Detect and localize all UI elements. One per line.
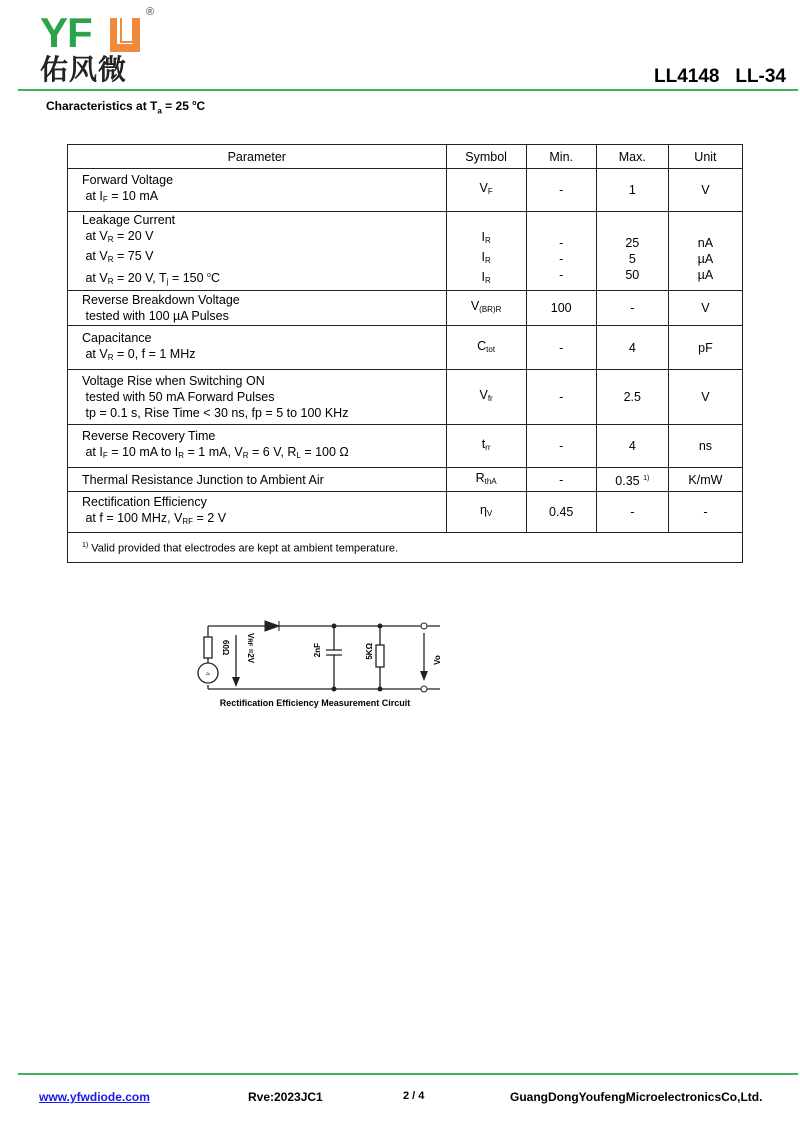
text-segment: C <box>477 338 487 353</box>
table-row <box>68 212 743 291</box>
text-segment: R <box>484 276 491 286</box>
source-resistor-label: 60Ω <box>221 640 230 656</box>
parameter-line <box>82 373 446 389</box>
text-segment: at V <box>82 271 108 286</box>
registered-mark: ® <box>146 6 155 18</box>
text-segment: = 20 V, T <box>113 271 167 286</box>
text-segment: = 100 Ω <box>300 445 349 460</box>
unit-cell <box>668 468 742 492</box>
text-segment: = 2 V <box>193 511 227 526</box>
column-header-symbol: Symbol <box>446 145 526 169</box>
logo-text: YF <box>40 9 92 56</box>
text-segment: 1 <box>628 183 636 197</box>
symbol-cell <box>446 169 526 212</box>
text-segment: Rectification Efficiency <box>82 495 207 510</box>
text-segment: V <box>701 183 710 197</box>
max-cell <box>596 291 668 326</box>
symbol-cell <box>446 212 526 291</box>
text-segment: V <box>470 299 480 314</box>
text-segment: - <box>559 340 564 355</box>
text-segment: at f = 100 MHz, V <box>82 511 183 526</box>
text-segment: t <box>481 437 486 452</box>
text-segment: Valid provided that electrodes are kept at ambient temperature. <box>88 542 399 555</box>
unit-cell <box>668 291 742 326</box>
parameter-line <box>82 494 446 510</box>
min-cell <box>526 291 596 326</box>
text-segment: R <box>107 255 114 264</box>
text-segment: pF <box>698 340 713 355</box>
text-segment: R <box>178 451 185 461</box>
text-segment: tot <box>486 344 496 354</box>
text-segment: - <box>703 505 708 520</box>
diode <box>265 621 279 631</box>
min-cell <box>526 326 596 370</box>
load-resistor <box>376 645 384 667</box>
min-cell <box>526 468 596 492</box>
text-segment: F <box>487 187 493 196</box>
min-cell <box>526 370 596 425</box>
symbol-cell <box>446 326 526 370</box>
text-segment: = 10 mA to I <box>107 445 179 460</box>
parameter-line <box>82 268 446 290</box>
parameter-line <box>82 308 446 324</box>
max-cell <box>596 169 668 212</box>
footnote <box>68 533 743 563</box>
text-segment: - <box>559 472 564 487</box>
parameter-line <box>82 428 446 444</box>
parameter-cell <box>68 425 447 468</box>
parameter-line <box>82 292 446 308</box>
table-row <box>68 492 743 533</box>
text-segment: - <box>559 183 564 197</box>
text-segment: η <box>479 503 487 518</box>
text-segment: at V <box>82 249 108 263</box>
text-segment: tp = 0.1 s, Rise Time < 30 ns, fp = 5 to 100 KHz <box>82 406 349 421</box>
unit-cell <box>668 370 742 425</box>
text-segment: Forward Voltage <box>82 173 174 187</box>
text-segment: 0.35 <box>615 473 644 488</box>
text-segment: (BR)R <box>479 305 502 315</box>
website-link[interactable]: www.yfwdiode.com <box>39 1090 150 1104</box>
text-segment: R <box>475 470 485 485</box>
parameter-line <box>82 172 446 188</box>
text-segment: I <box>481 250 485 265</box>
symbol-cell <box>446 492 526 533</box>
parameter-cell <box>68 492 447 533</box>
text-segment: V <box>479 181 488 195</box>
text-segment: j <box>166 277 169 287</box>
value-line: - <box>559 236 564 251</box>
vo-label: Vo <box>433 655 442 665</box>
value-line <box>597 219 668 235</box>
text-segment: R <box>107 277 114 287</box>
text-segment: at I <box>82 445 103 460</box>
parameter-line <box>82 389 446 405</box>
capacitor-label: 2nF <box>313 643 322 658</box>
text-segment: - <box>559 390 564 405</box>
text-segment: V <box>701 390 710 405</box>
min-cell <box>526 492 596 533</box>
text-segment: = 6 V, R <box>248 445 297 460</box>
text-segment: o <box>207 272 211 279</box>
text-segment: rr <box>485 443 491 453</box>
table-row <box>68 291 743 326</box>
symbol-cell <box>446 370 526 425</box>
text-segment: = 75 V <box>113 249 154 263</box>
value-line: 25 <box>625 236 640 251</box>
text-segment: tested with 50 mA Forward Pulses <box>82 390 275 405</box>
text-segment: 1) <box>643 474 650 482</box>
text-segment: R <box>484 236 491 246</box>
table-row <box>68 425 743 468</box>
symbol-cell <box>446 468 526 492</box>
value-line: µA <box>697 252 714 267</box>
company-logo <box>40 6 160 86</box>
max-cell <box>596 468 668 492</box>
text-segment: C <box>210 271 220 286</box>
text-segment: F <box>102 195 108 204</box>
value-line: µA <box>697 268 714 283</box>
max-cell <box>596 212 668 291</box>
max-cell <box>596 326 668 370</box>
table-header-row <box>68 145 743 169</box>
parameter-line <box>82 405 446 421</box>
parameter-line <box>82 330 446 346</box>
text-segment: Leakage Current <box>82 213 176 227</box>
text-segment: R <box>107 235 114 244</box>
text-segment: V <box>701 301 710 316</box>
text-segment: 1) <box>82 542 89 550</box>
value-line: nA <box>697 236 714 251</box>
logo-chinese: 佑风微 <box>40 54 128 85</box>
svg-text:≈: ≈ <box>206 671 210 678</box>
unit-cell <box>668 169 742 212</box>
text-segment: 4 <box>628 439 636 454</box>
text-segment: 4 <box>628 340 636 355</box>
text-segment: fr <box>487 394 493 404</box>
table-row <box>68 169 743 212</box>
text-segment: = 20 V <box>113 229 154 243</box>
symbol-cell <box>446 425 526 468</box>
value-line: - <box>559 252 564 267</box>
text-segment: RF <box>182 517 194 527</box>
table-row <box>68 468 743 492</box>
characteristics-table <box>67 144 743 563</box>
table-row <box>68 370 743 425</box>
vrf-label: VRF =2V <box>246 633 255 664</box>
column-header-max: Max. <box>596 145 668 169</box>
parameter-cell <box>68 212 447 291</box>
text-segment: 0.45 <box>549 505 574 520</box>
min-cell <box>526 169 596 212</box>
parameter-line <box>82 510 446 530</box>
min-cell <box>526 425 596 468</box>
load-resistor-label: 5KΩ <box>365 643 374 660</box>
text-segment: ns <box>698 439 713 454</box>
text-segment: at V <box>82 346 108 361</box>
rectification-circuit-diagram <box>190 605 460 715</box>
footer-divider <box>18 1073 798 1075</box>
text-segment: K/mW <box>688 472 723 487</box>
value-line <box>669 219 742 235</box>
part-number: LL4148 LL-34 <box>654 66 786 87</box>
table-row <box>68 326 743 370</box>
column-header-unit: Unit <box>668 145 742 169</box>
column-header-parameter: Parameter <box>68 145 447 169</box>
parameter-line <box>82 228 446 248</box>
text-segment: R <box>242 451 249 461</box>
text-segment: = 1 mA, V <box>184 445 243 460</box>
text-segment: at V <box>82 229 108 243</box>
value-line: 50 <box>625 268 640 283</box>
text-segment: I <box>481 270 485 285</box>
text-segment: thA <box>484 476 497 486</box>
logo-u-mark <box>110 18 140 52</box>
capacitor <box>326 626 342 689</box>
header-divider <box>18 89 798 91</box>
parameter-line <box>82 472 446 488</box>
characteristics-title: Characteristics at $T_a = 25$ $^o$C <box>46 99 206 116</box>
text-segment: V <box>486 509 493 519</box>
text-segment: F <box>102 451 108 461</box>
source-resistor <box>204 637 212 658</box>
text-segment: R <box>484 256 491 266</box>
symbol-cell <box>446 291 526 326</box>
parameter-cell <box>68 326 447 370</box>
parameter-line <box>82 248 446 268</box>
parameter-line <box>82 346 446 366</box>
text-segment: = 0, f = 1 MHz <box>113 346 196 361</box>
revision: Rve:2023JC1 <box>248 1090 323 1104</box>
min-cell <box>526 212 596 291</box>
text-segment: Voltage Rise when Switching ON <box>82 374 265 389</box>
text-segment: 100 <box>550 301 572 316</box>
max-cell <box>596 370 668 425</box>
value-line: 5 <box>628 252 636 267</box>
parameter-line <box>82 188 446 208</box>
circuit-wires <box>208 626 440 689</box>
max-cell <box>596 425 668 468</box>
text-segment: Thermal Resistance Junction to Ambient Air <box>82 472 324 487</box>
parameter-cell <box>68 370 447 425</box>
text-segment: at I <box>82 189 103 203</box>
unit-cell <box>668 425 742 468</box>
company-name: GuangDongYoufengMicroelectronicsCo,Ltd. <box>510 1090 763 1104</box>
text-segment: L <box>296 451 301 461</box>
parameter-line <box>82 212 446 228</box>
text-segment: - <box>630 301 635 316</box>
text-segment: = 150 <box>168 271 208 286</box>
text-segment: tested with 100 µA Pulses <box>82 309 229 324</box>
page-number: 2 / 4 <box>403 1090 425 1102</box>
text-segment: V <box>479 388 488 403</box>
circuit-caption: Rectification Efficiency Measurement Circuit <box>219 698 411 708</box>
unit-cell <box>668 492 742 533</box>
max-cell <box>596 492 668 533</box>
value-line: - <box>559 268 564 283</box>
text-segment: - <box>630 505 635 520</box>
parameter-cell <box>68 169 447 212</box>
footnote-row <box>68 533 743 563</box>
parameter-cell <box>68 468 447 492</box>
text-segment: 2.5 <box>623 390 641 405</box>
unit-cell <box>668 212 742 291</box>
text-segment: I <box>481 230 485 245</box>
unit-cell <box>668 326 742 370</box>
column-header-min: Min. <box>526 145 596 169</box>
text-segment: - <box>559 439 564 454</box>
text-segment: Capacitance <box>82 330 152 345</box>
parameter-cell <box>68 291 447 326</box>
text-segment: = 10 mA <box>107 189 159 203</box>
parameter-line <box>82 444 446 464</box>
text-segment: R <box>107 352 114 362</box>
text-segment: Reverse Recovery Time <box>82 429 216 444</box>
value-line <box>527 219 596 235</box>
text-segment: Reverse Breakdown Voltage <box>82 293 240 308</box>
